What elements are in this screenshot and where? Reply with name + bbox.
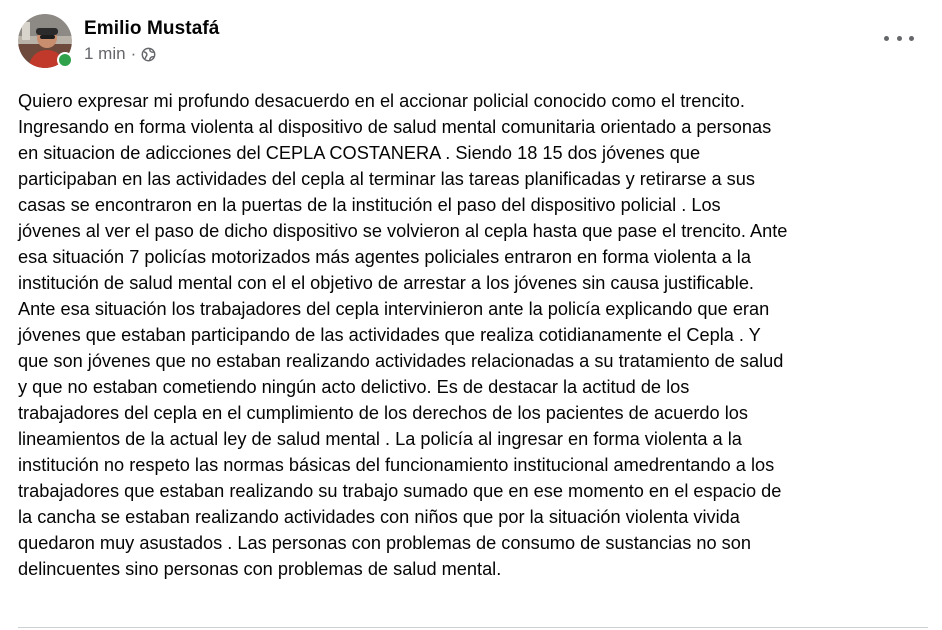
more-options-button[interactable] (884, 28, 914, 48)
post-header (18, 14, 219, 68)
author-name[interactable]: Emilio Mustafá (84, 18, 220, 39)
more-options-icon (897, 36, 902, 41)
post-body-text: Quiero expresar mi profundo desacuerdo en el accionar policial conocido como el trencito. Ingresando en forma violenta al dispositivo de salud mental comunitaria orientado a personas en situacion de adicciones del CEPLA COSTANERA . Siendo 18 15 dos jóvenes que participaban en las actividades del cepla al terminar las tareas planificadas y retirarse a sus casas se encontraron en la puertas de la institución el paso del dispositivo policial . Los jóvenes al ver el paso de dicho dispositivo se volvieron al cepla hasta que pase el trencito. Ante esa situación 7 policías motorizados más agentes policiales entraron en forma violenta a la institución de salud mental con el el objetivo de arrestar a los jóvenes sin causa justificable. Ante esa situación los trabajadores del cepla intervinieron ante la policía explicando que eran jóvenes que estaban participando de las actividades que realiza cotidianamente el Cepla . Y que son jóvenes que no estaban realizando actividades relacionadas a su tratamiento de salud y que no estaban cometiendo ningún acto delictivo. Es de destacar la actitud de los trabajadores del cepla en el cumplimiento de los derechos de los pacientes de acuerdo los lineamientos de la actual ley de salud mental . La policía al ingresar en forma violenta a la institución no respeto las normas básicas del funcionamiento institucional amedrentando a los trabajadores que estaban realizando su trabajo sumado que en ese momento en el espacio de la cancha se estaban realizando actividades con niños que por la situación violenta vivida quedaron muy asustados . Las personas con problemas de consumo de sustancias no son delincuentes sino personas con problemas de salud mental. (18, 91, 788, 579)
more-options-icon (909, 36, 914, 41)
post-divider (18, 627, 928, 628)
post-meta (84, 17, 219, 65)
more-options-icon (884, 36, 889, 41)
globe-icon[interactable] (141, 47, 156, 62)
post-timestamp[interactable]: 1 min (84, 44, 126, 63)
meta-separator: · (130, 44, 137, 63)
avatar-container[interactable] (18, 14, 72, 68)
online-status-indicator (57, 52, 73, 68)
post-time-row (84, 43, 219, 65)
